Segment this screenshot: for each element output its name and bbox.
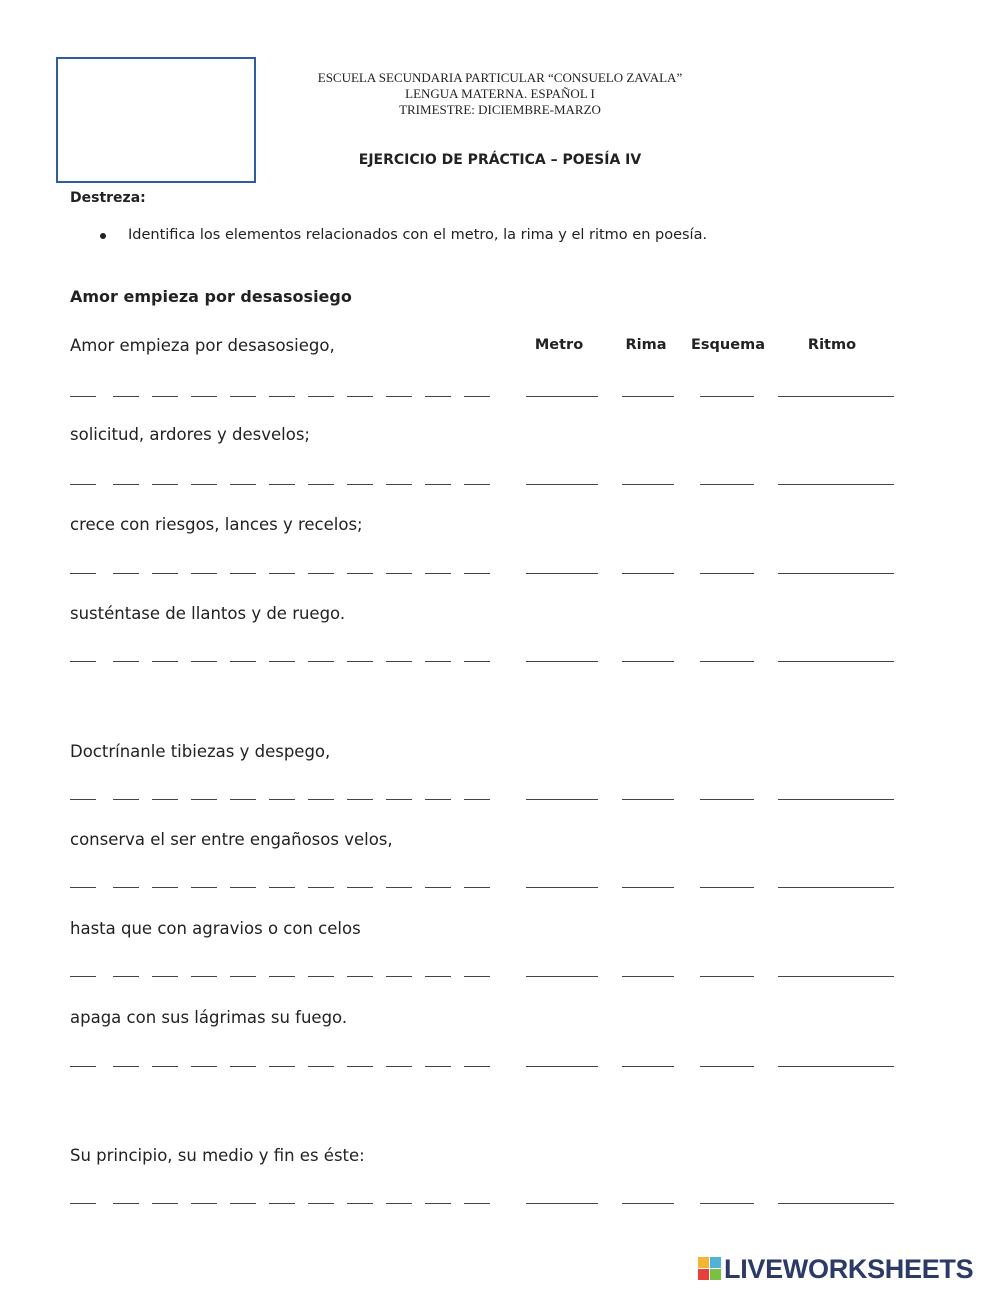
syllable-blank[interactable] <box>152 661 178 662</box>
syllable-blank[interactable] <box>464 661 490 662</box>
ritmo-answer-blank[interactable] <box>778 484 894 485</box>
answer-row <box>0 976 1000 982</box>
syllable-blank[interactable] <box>152 573 178 574</box>
syllable-blank[interactable] <box>230 976 256 977</box>
syllable-blank[interactable] <box>230 799 256 800</box>
syllable-blank[interactable] <box>191 976 217 977</box>
answer-row <box>0 396 1000 402</box>
syllable-blank[interactable] <box>464 799 490 800</box>
syllable-blank[interactable] <box>425 887 451 888</box>
syllable-blank[interactable] <box>308 887 334 888</box>
syllable-blank[interactable] <box>464 976 490 977</box>
esquema-answer-blank[interactable] <box>700 799 754 800</box>
ritmo-answer-blank[interactable] <box>778 976 894 977</box>
syllable-blank[interactable] <box>464 396 490 397</box>
school-header <box>260 70 740 118</box>
poem-verse: apaga con sus lágrimas su fuego. <box>70 1008 348 1027</box>
syllable-blank[interactable] <box>269 799 295 800</box>
metro-answer-blank[interactable] <box>526 484 598 485</box>
metro-answer-blank[interactable] <box>526 661 598 662</box>
rima-answer-blank[interactable] <box>622 976 674 977</box>
syllable-blank[interactable] <box>464 887 490 888</box>
syllable-blank[interactable] <box>230 484 256 485</box>
syllable-blank[interactable] <box>269 661 295 662</box>
metro-answer-blank[interactable] <box>526 887 598 888</box>
exercise-title: EJERCICIO DE PRÁCTICA – POESÍA IV <box>358 152 642 168</box>
brand-icon-square <box>710 1269 721 1280</box>
syllable-blank[interactable] <box>191 1203 217 1204</box>
syllable-blank[interactable] <box>269 1066 295 1067</box>
syllable-blank[interactable] <box>152 396 178 397</box>
syllable-blank[interactable] <box>386 396 412 397</box>
syllable-blank[interactable] <box>191 396 217 397</box>
rima-answer-blank[interactable] <box>622 573 674 574</box>
syllable-blank[interactable] <box>347 484 373 485</box>
school-name: ESCUELA SECUNDARIA PARTICULAR “CONSUELO ZAVALA” <box>317 70 683 85</box>
esquema-answer-blank[interactable] <box>700 887 754 888</box>
poem-verse: hasta que con agravios o con celos <box>70 919 361 938</box>
syllable-blank[interactable] <box>230 1066 256 1067</box>
syllable-blank[interactable] <box>191 887 217 888</box>
syllable-blank[interactable] <box>386 1066 412 1067</box>
rima-answer-blank[interactable] <box>622 1066 674 1067</box>
syllable-blank[interactable] <box>347 573 373 574</box>
syllable-blank[interactable] <box>308 1066 334 1067</box>
column-header-metro: Metro <box>534 337 584 353</box>
syllable-blank[interactable] <box>347 1203 373 1204</box>
syllable-blank[interactable] <box>347 799 373 800</box>
logo-placeholder-box <box>56 57 256 183</box>
syllable-blank[interactable] <box>308 661 334 662</box>
answer-row <box>0 661 1000 667</box>
rima-answer-blank[interactable] <box>622 396 674 397</box>
syllable-blank[interactable] <box>386 661 412 662</box>
brand-icon-square <box>698 1257 709 1268</box>
syllable-blank[interactable] <box>113 484 139 485</box>
poem-verse: crece con riesgos, lances y recelos; <box>70 515 363 534</box>
syllable-blank[interactable] <box>386 976 412 977</box>
poem-verse: Su principio, su medio y fin es éste: <box>70 1146 365 1165</box>
answer-row <box>0 799 1000 805</box>
rima-answer-blank[interactable] <box>622 887 674 888</box>
syllable-blank[interactable] <box>464 1203 490 1204</box>
subject-name: LENGUA MATERNA. ESPAÑOL I <box>405 86 595 101</box>
syllable-blank[interactable] <box>425 573 451 574</box>
metro-answer-blank[interactable] <box>526 396 598 397</box>
syllable-blank[interactable] <box>386 799 412 800</box>
syllable-blank[interactable] <box>191 799 217 800</box>
syllable-blank[interactable] <box>70 396 96 397</box>
rima-answer-blank[interactable] <box>622 484 674 485</box>
brand-icon-square <box>698 1269 709 1280</box>
syllable-blank[interactable] <box>152 976 178 977</box>
syllable-blank[interactable] <box>230 573 256 574</box>
esquema-answer-blank[interactable] <box>700 1203 754 1204</box>
syllable-blank[interactable] <box>308 484 334 485</box>
liveworksheets-icon <box>698 1257 722 1281</box>
esquema-answer-blank[interactable] <box>700 1066 754 1067</box>
syllable-blank[interactable] <box>113 396 139 397</box>
column-header-rima: Rima <box>625 337 667 353</box>
syllable-blank[interactable] <box>70 887 96 888</box>
syllable-blank[interactable] <box>347 661 373 662</box>
syllable-blank[interactable] <box>113 1203 139 1204</box>
ritmo-answer-blank[interactable] <box>778 887 894 888</box>
syllable-blank[interactable] <box>347 976 373 977</box>
bullet-dot-icon <box>100 233 106 239</box>
syllable-blank[interactable] <box>191 1066 217 1067</box>
syllable-blank[interactable] <box>113 1066 139 1067</box>
syllable-blank[interactable] <box>230 887 256 888</box>
syllable-blank[interactable] <box>425 1203 451 1204</box>
syllable-blank[interactable] <box>70 661 96 662</box>
syllable-blank[interactable] <box>308 976 334 977</box>
syllable-blank[interactable] <box>269 1203 295 1204</box>
syllable-blank[interactable] <box>152 887 178 888</box>
syllable-blank[interactable] <box>464 484 490 485</box>
syllable-blank[interactable] <box>425 1066 451 1067</box>
answer-row <box>0 1066 1000 1072</box>
rima-answer-blank[interactable] <box>622 799 674 800</box>
syllable-blank[interactable] <box>113 661 139 662</box>
esquema-answer-blank[interactable] <box>700 976 754 977</box>
syllable-blank[interactable] <box>113 887 139 888</box>
syllable-blank[interactable] <box>425 799 451 800</box>
rima-answer-blank[interactable] <box>622 661 674 662</box>
answer-row <box>0 573 1000 579</box>
syllable-blank[interactable] <box>308 396 334 397</box>
ritmo-answer-blank[interactable] <box>778 396 894 397</box>
ritmo-answer-blank[interactable] <box>778 573 894 574</box>
metro-answer-blank[interactable] <box>526 799 598 800</box>
syllable-blank[interactable] <box>191 573 217 574</box>
syllable-blank[interactable] <box>386 1203 412 1204</box>
syllable-blank[interactable] <box>113 799 139 800</box>
syllable-blank[interactable] <box>152 484 178 485</box>
syllable-blank[interactable] <box>191 661 217 662</box>
metro-answer-blank[interactable] <box>526 976 598 977</box>
term-label: TRIMESTRE: DICIEMBRE-MARZO <box>399 102 601 117</box>
syllable-blank[interactable] <box>191 484 217 485</box>
syllable-blank[interactable] <box>70 1203 96 1204</box>
poem-verse: conserva el ser entre engañosos velos, <box>70 830 393 849</box>
rima-answer-blank[interactable] <box>622 1203 674 1204</box>
poem-verse: susténtase de llantos y de ruego. <box>70 604 346 623</box>
poem-title: Amor empieza por desasosiego <box>70 287 352 306</box>
brand-text: LIVEWORKSHEETS <box>724 1253 974 1284</box>
syllable-blank[interactable] <box>230 661 256 662</box>
esquema-answer-blank[interactable] <box>700 484 754 485</box>
syllable-blank[interactable] <box>308 1203 334 1204</box>
syllable-blank[interactable] <box>347 1066 373 1067</box>
syllable-blank[interactable] <box>464 573 490 574</box>
syllable-blank[interactable] <box>425 661 451 662</box>
syllable-blank[interactable] <box>269 976 295 977</box>
syllable-blank[interactable] <box>386 484 412 485</box>
esquema-answer-blank[interactable] <box>700 661 754 662</box>
ritmo-answer-blank[interactable] <box>778 799 894 800</box>
syllable-blank[interactable] <box>425 484 451 485</box>
column-header-ritmo: Ritmo <box>807 337 857 353</box>
brand-icon-square <box>710 1257 721 1268</box>
syllable-blank[interactable] <box>113 573 139 574</box>
ritmo-answer-blank[interactable] <box>778 1203 894 1204</box>
destreza-item: Identifica los elementos relacionados con el metro, la rima y el ritmo en poesía. <box>128 227 708 243</box>
esquema-answer-blank[interactable] <box>700 396 754 397</box>
syllable-blank[interactable] <box>70 484 96 485</box>
syllable-blank[interactable] <box>425 976 451 977</box>
destreza-label: Destreza: <box>70 190 146 206</box>
answer-row <box>0 484 1000 490</box>
liveworksheets-logo <box>698 1255 973 1283</box>
syllable-blank[interactable] <box>70 1066 96 1067</box>
syllable-blank[interactable] <box>386 887 412 888</box>
syllable-blank[interactable] <box>269 887 295 888</box>
syllable-blank[interactable] <box>230 1203 256 1204</box>
syllable-blank[interactable] <box>386 573 412 574</box>
ritmo-answer-blank[interactable] <box>778 661 894 662</box>
syllable-blank[interactable] <box>425 396 451 397</box>
syllable-blank[interactable] <box>308 573 334 574</box>
answer-row <box>0 887 1000 893</box>
metro-answer-blank[interactable] <box>526 1066 598 1067</box>
ritmo-answer-blank[interactable] <box>778 1066 894 1067</box>
poem-verse: solicitud, ardores y desvelos; <box>70 425 310 444</box>
syllable-blank[interactable] <box>347 887 373 888</box>
syllable-blank[interactable] <box>152 1066 178 1067</box>
syllable-blank[interactable] <box>113 976 139 977</box>
syllable-blank[interactable] <box>464 1066 490 1067</box>
poem-verse: Doctrínanle tibiezas y despego, <box>70 742 331 761</box>
syllable-blank[interactable] <box>152 799 178 800</box>
syllable-blank[interactable] <box>70 799 96 800</box>
metro-answer-blank[interactable] <box>526 573 598 574</box>
syllable-blank[interactable] <box>269 573 295 574</box>
syllable-blank[interactable] <box>230 396 256 397</box>
metro-answer-blank[interactable] <box>526 1203 598 1204</box>
syllable-blank[interactable] <box>269 396 295 397</box>
esquema-answer-blank[interactable] <box>700 573 754 574</box>
poem-verse: Amor empieza por desasosiego, <box>70 336 335 355</box>
syllable-blank[interactable] <box>269 484 295 485</box>
answer-row <box>0 1203 1000 1209</box>
syllable-blank[interactable] <box>347 396 373 397</box>
column-header-esquema: Esquema <box>691 337 765 353</box>
syllable-blank[interactable] <box>70 976 96 977</box>
syllable-blank[interactable] <box>308 799 334 800</box>
syllable-blank[interactable] <box>152 1203 178 1204</box>
syllable-blank[interactable] <box>70 573 96 574</box>
